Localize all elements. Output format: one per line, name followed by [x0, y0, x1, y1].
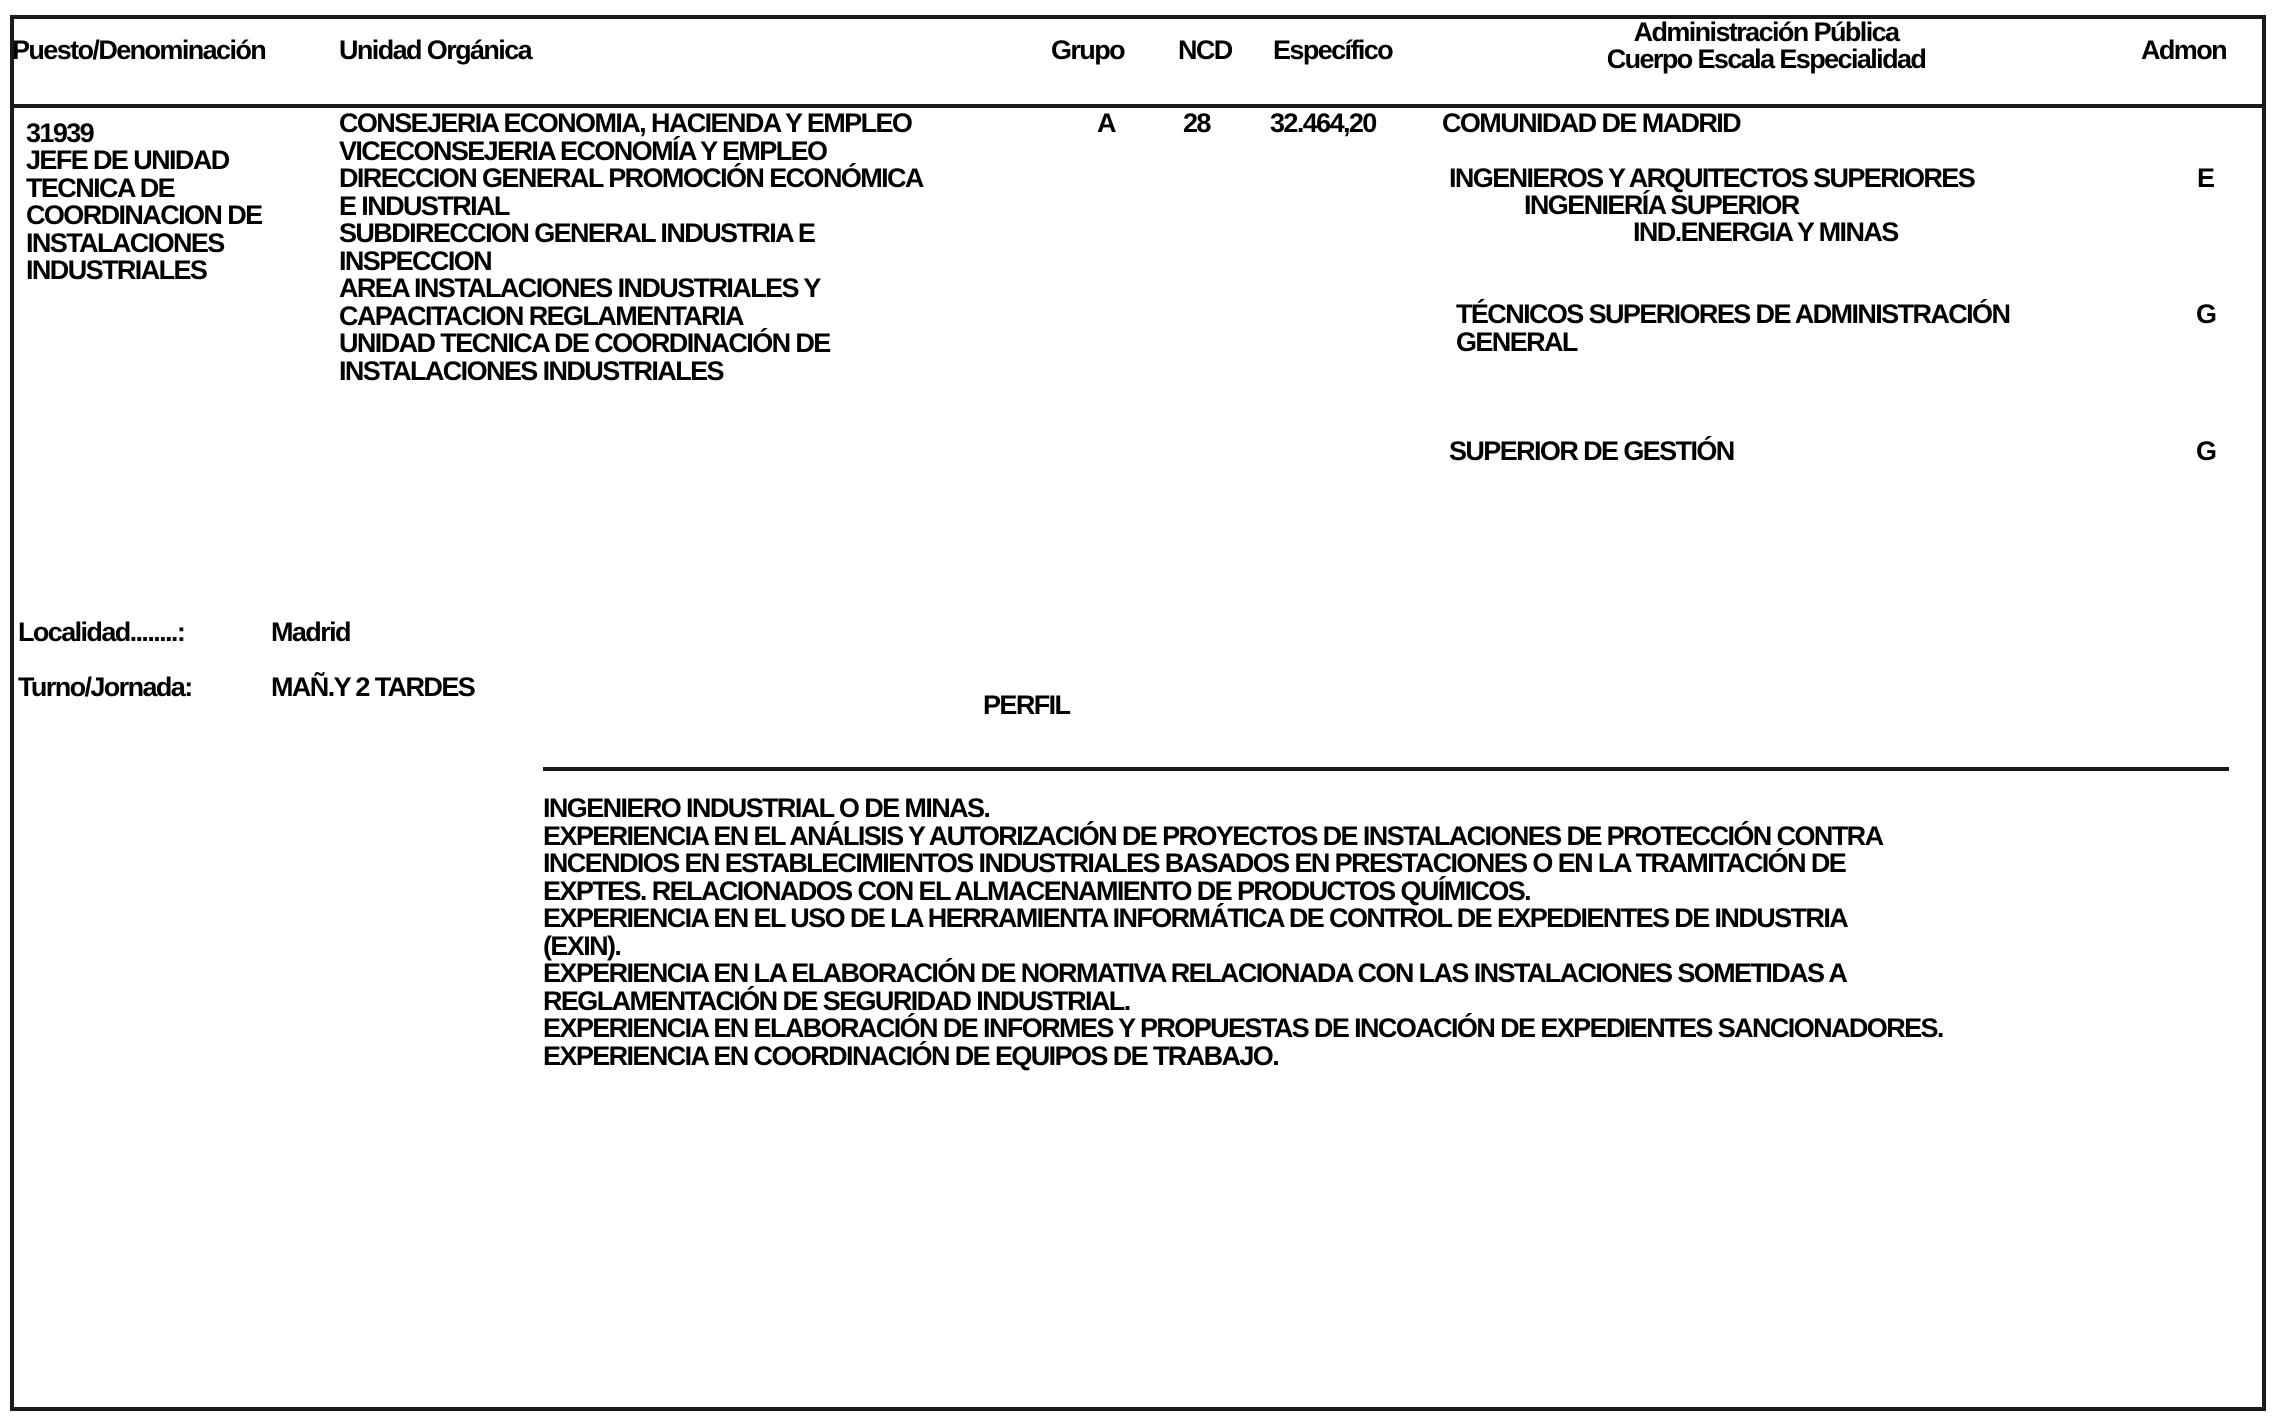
header-puesto: Puesto/Denominación	[12, 35, 266, 65]
unidad-line: INSPECCION	[339, 245, 492, 276]
denominacion-line: COORDINACION DE	[26, 200, 262, 230]
admon-3: G	[2196, 436, 2216, 466]
especialidad-1: IND.ENERGIA Y MINAS	[1633, 217, 1898, 247]
grupo-value: A	[1097, 108, 1115, 138]
denominacion	[26, 147, 262, 285]
localidad-value: Madrid	[271, 617, 350, 647]
header-admin-line1: Administración Pública	[1633, 17, 1899, 47]
perfil-line: INCENDIOS EN ESTABLECIMIENTOS INDUSTRIALES BASADOS EN PRESTACIONES O EN LA TRAMITACIÓN DE	[543, 848, 1846, 878]
unidad-line: CONSEJERIA ECONOMIA, HACIENDA Y EMPLEO	[339, 108, 912, 138]
unidad-organica	[339, 110, 923, 385]
perfil-text	[543, 795, 1943, 1070]
unidad-line: E INDUSTRIAL	[339, 190, 509, 221]
unidad-line: INSTALACIONES INDUSTRIALES	[339, 355, 723, 386]
cuerpo-2-line1: TÉCNICOS SUPERIORES DE ADMINISTRACIÓN	[1456, 299, 2010, 329]
unidad-line: UNIDAD TECNICA DE COORDINACIÓN DE	[339, 328, 830, 358]
header-grupo: Grupo	[1051, 35, 1124, 65]
admon-1: E	[2197, 163, 2214, 193]
localidad-label: Localidad........:	[18, 617, 185, 647]
cuerpo-1: INGENIEROS Y ARQUITECTOS SUPERIORES	[1449, 163, 1975, 193]
unidad-line: CAPACITACION REGLAMENTARIA	[339, 300, 743, 331]
perfil-line: EXPERIENCIA EN ELABORACIÓN DE INFORMES Y PROPUESTAS DE INCOACIÓN DE EXPEDIENTES SANCIONADORES.	[543, 1013, 1943, 1043]
perfil-line: REGLAMENTACIÓN DE SEGURIDAD INDUSTRIAL.	[543, 985, 1130, 1016]
denominacion-line: INSTALACIONES	[26, 227, 224, 258]
denominacion-line: TECNICA DE	[26, 172, 175, 203]
ncd-value: 28	[1183, 108, 1210, 138]
turno-label: Turno/Jornada:	[18, 672, 192, 702]
escala-1: INGENIERÍA SUPERIOR	[1524, 190, 1799, 220]
perfil-divider	[543, 767, 2229, 771]
turno-value: MAÑ.Y 2 TARDES	[271, 672, 475, 702]
perfil-line: (EXIN).	[543, 930, 621, 961]
perfil-line: EXPTES. RELACIONADOS CON EL ALMACENAMIENTO DE PRODUCTOS QUÍMICOS.	[543, 875, 1531, 906]
perfil-line: EXPERIENCIA EN EL USO DE LA HERRAMIENTA INFORMÁTICA DE CONTROL DE EXPEDIENTES DE INDUSTRIA	[543, 903, 1848, 933]
unidad-line: AREA INSTALACIONES INDUSTRIALES Y	[339, 273, 820, 303]
unidad-line: SUBDIRECCION GENERAL INDUSTRIA E	[339, 218, 815, 248]
perfil-line: EXPERIENCIA EN EL ANÁLISIS Y AUTORIZACIÓN DE PROYECTOS DE INSTALACIONES DE PROTECCIÓN CONTRA	[543, 820, 1883, 851]
puesto-code: 31939	[26, 118, 94, 148]
administracion-value: COMUNIDAD DE MADRID	[1442, 108, 1741, 138]
admon-2: G	[2196, 299, 2216, 329]
perfil-line: INGENIERO INDUSTRIAL O DE MINAS.	[543, 793, 990, 823]
header-especifico: Específico	[1273, 35, 1393, 65]
perfil-label: PERFIL	[983, 690, 1070, 720]
especifico-value: 32.464,20	[1270, 108, 1376, 138]
cuerpo-3: SUPERIOR DE GESTIÓN	[1449, 436, 1734, 466]
cuerpo-2-line2: GENERAL	[1456, 327, 1577, 357]
denominacion-line: JEFE DE UNIDAD	[26, 145, 229, 175]
perfil-line: EXPERIENCIA EN COORDINACIÓN DE EQUIPOS DE TRABAJO.	[543, 1040, 1279, 1071]
denominacion-line: INDUSTRIALES	[26, 255, 207, 285]
unidad-line: DIRECCION GENERAL PROMOCIÓN ECONÓMICA	[339, 163, 923, 193]
header-unidad: Unidad Orgánica	[339, 35, 532, 65]
header-ncd: NCD	[1178, 35, 1232, 65]
header-admin-line2: Cuerpo Escala Especialidad	[1606, 44, 1926, 74]
header-admon: Admon	[2141, 35, 2226, 65]
perfil-line: EXPERIENCIA EN LA ELABORACIÓN DE NORMATIVA RELACIONADA CON LAS INSTALACIONES SOMETIDAS A	[543, 958, 1847, 988]
unidad-line: VICECONSEJERIA ECONOMÍA Y EMPLEO	[339, 135, 827, 166]
